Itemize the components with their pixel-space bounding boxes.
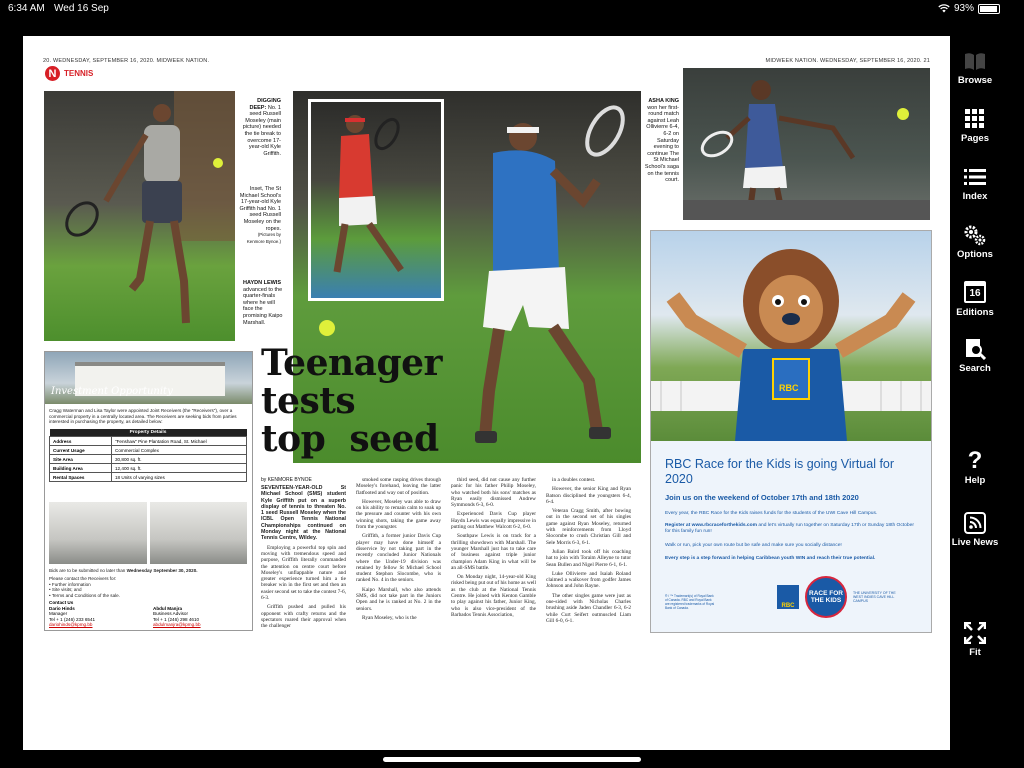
article-paragraph: Employing a powerful top spin and moving with tremendous speed and purpose, Griffith literally commanded the attention on centre court before Moseley's unflappable nature and greater experience turned him a tie breaker win in the first set and then an easier second set to take the contest 7-6, 6-3. xyxy=(261,544,347,602)
options-label: Options xyxy=(957,249,993,260)
uwi-logo: THE UNIVERSITY OF THE WEST INDIES CAVE HILL CAMPUS xyxy=(853,590,896,604)
pages-label: Pages xyxy=(961,133,989,144)
rbc-register-link[interactable]: Register at www.rbcraceforthekids.com xyxy=(665,523,757,528)
rbc-ad-paragraph-2-text: and let's virtually run together on Saturday 17th or Sunday 18th October for this family fun run! xyxy=(665,523,914,534)
photo-haydn-lewis[interactable] xyxy=(44,91,235,341)
article-column-2 xyxy=(356,477,441,624)
property-details-table xyxy=(49,429,247,482)
contact-tel: Tel + 1 (246) 298 4610 xyxy=(153,616,200,622)
rss-icon xyxy=(964,512,986,534)
property-deadline xyxy=(49,568,198,574)
property-field-label: Site Area xyxy=(50,455,112,464)
editions-button[interactable] xyxy=(950,280,1000,318)
contacts xyxy=(49,600,247,628)
help-button[interactable] xyxy=(950,447,1000,486)
contact-role: Manager xyxy=(49,611,68,617)
fit-label: Fit xyxy=(969,647,981,658)
gears-icon xyxy=(963,224,987,246)
contact-item: • Site visits; and xyxy=(49,587,82,593)
property-field-value: 12,400 sq. ft. xyxy=(112,464,247,473)
newspaper-spread[interactable] xyxy=(23,36,950,750)
headline[interactable] xyxy=(261,344,476,458)
contact-email-link[interactable]: abdulmanjra@kpmg.bb xyxy=(153,622,201,628)
contact-card xyxy=(49,600,143,628)
rbc-ad-paragraph-4: Every step is a step forward in helping Caribbean youth WIN and reach their true potential. xyxy=(665,556,876,561)
sponsor-logos xyxy=(777,576,903,618)
headline-line-1: Teenager xyxy=(261,342,443,384)
browse-button[interactable] xyxy=(950,50,1000,86)
contact-role: Business Advisor xyxy=(153,611,188,617)
grid-icon xyxy=(965,109,985,129)
property-table-row xyxy=(50,473,247,482)
list-icon xyxy=(964,168,986,186)
rbc-ad-heading: RBC Race for the Kids is going Virtual for 2020 xyxy=(665,457,895,486)
browse-label: Browse xyxy=(957,75,993,86)
folio-right: MIDWEEK NATION. WEDNESDAY, SEPTEMBER 16, 2020. 21 xyxy=(765,58,930,64)
help-label: Help xyxy=(964,475,986,486)
section-label: TENNIS xyxy=(64,69,94,78)
calendar-icon xyxy=(964,281,986,303)
property-table-row xyxy=(50,464,247,473)
rbc-mascot-photo xyxy=(651,231,931,441)
property-ad-intro: Cragg Waterman and Lisa Taylor were appointed Joint Receivers (the "Receivers"), over a commercial property in a centrally located area. The Receivers are seeking bids from parties interested in purchasing the property, as detailed below: xyxy=(49,408,237,425)
article-paragraph: Veteran Cragg Smith, after bowing out in the second set of his singles game against Ryan Moseley, returned with reinforcements from Lloyd Slocombe to crush Christian Gill and Sele Morris 6-3, 6-1. xyxy=(546,508,631,546)
caption-haydn-title: HAYDN LEWIS xyxy=(243,280,281,286)
folio-left: 20. WEDNESDAY, SEPTEMBER 16, 2020. MIDWEEK NATION. xyxy=(43,58,210,64)
contact-us-label: Contact Us xyxy=(49,600,74,605)
contact-item: • Terms and Conditions of the sale. xyxy=(49,592,120,598)
deadline-text: Bids are to be submitted no later than xyxy=(49,568,126,573)
fit-button[interactable] xyxy=(950,622,1000,658)
property-field-label: Rental Spaces xyxy=(50,473,112,482)
article-paragraph: Griffith pushed and pulled his opponent with crafty returns and the spectators roared their approval when the challenger xyxy=(261,604,346,630)
photo-kyle-griffith-inset[interactable] xyxy=(308,99,444,301)
article-column-1 xyxy=(261,485,346,633)
caption-moseley-body: No. 1 seed Russell Moseley (main picture) needed the tie break to overcome 17-year-old Kyle Griffith. xyxy=(242,104,281,157)
rbc-ad-paragraph-2 xyxy=(665,523,920,535)
section-header xyxy=(45,66,93,81)
battery-level xyxy=(980,6,997,12)
caption-inset xyxy=(239,186,281,245)
rbc-ad-paragraph-1: Every year, the RBC Race for the Kids raises funds for the students of the UWI Cave Hill Campus. xyxy=(665,511,878,516)
headline-line-2: tests xyxy=(261,380,356,422)
index-button[interactable] xyxy=(950,166,1000,202)
article-column-3 xyxy=(451,477,536,621)
property-ad[interactable] xyxy=(44,351,253,631)
rbc-ad[interactable] xyxy=(650,230,932,633)
interior-photo-2 xyxy=(150,502,248,564)
reader-toolbar xyxy=(950,36,1024,768)
interior-photo-1 xyxy=(49,502,147,564)
rbc-ad-paragraph-3: Walk or run, pick your own route but be safe and make sure you socially distance! xyxy=(665,543,842,548)
editions-date-badge: 16 xyxy=(969,288,981,299)
article-paragraph: However, Moseley was able to draw on his ability to remain calm to soak up the pressure and counter with his own winning shots, taking the game away from the youngster. xyxy=(356,498,441,531)
home-indicator[interactable] xyxy=(383,757,641,762)
property-photo xyxy=(45,352,252,404)
property-field-value: 30,800 sq. ft. xyxy=(112,455,247,464)
battery-icon xyxy=(978,4,1000,14)
property-table-title: Property Details xyxy=(50,429,247,437)
caption-moseley xyxy=(239,98,281,157)
article-paragraph: third seed, did not cause any further panic for his father Philip Moseley, who watched both his sons' matches as Ryan easily dismissed Andrew Symmonds 6-3, 6-0. xyxy=(451,477,536,509)
property-field-value: "Fenshaw" Pine Plantation Road, St. Michael xyxy=(112,437,247,446)
search-button[interactable] xyxy=(950,338,1000,374)
article-paragraph: SEVENTEEN-YEAR-OLD St Michael School (SMS) student Kyle Griffith put on a superb display of tennis to threaten No. 1 seed Russell Moseley when the ICBL Open Tennis National Championships continued on Monday night at the National Tennis Centre, Wildey. xyxy=(261,485,346,542)
contact-info xyxy=(49,576,120,598)
property-table-row xyxy=(50,437,247,446)
property-table-row xyxy=(50,446,247,455)
article-paragraph: The other singles game were just as one-sided with Nicholas Charles brushing aside Jaden Chandler 6-3, 6-2 while Curt Seifert outmuscled Liam Gill 6-0, 6-1. xyxy=(546,592,631,624)
article-paragraph: On Monday night, 14-year-old King risked being put out of his home as well as the club at the National Tennis Centre. He joined with Kenton Gamble to play against his father, Junior King, who is also vice-president of the Barbados Tennis Association, xyxy=(451,574,536,618)
status-bar xyxy=(0,0,1024,18)
article-paragraph: Experienced Davis Cup player Haydn Lewis was equally impressive in putting out Matthew Walcott 6-2, 6-0. xyxy=(451,511,536,531)
property-field-value: Commercial Complex xyxy=(112,446,247,455)
contact-email-link[interactable]: dariohinds@kpmg.bb xyxy=(49,622,93,628)
caption-haydn-body: advanced to the quarter-finals where he will face the promising Kaipo Marshall. xyxy=(243,286,283,326)
headline-line-3: top seed xyxy=(261,418,439,460)
asha-player-illustration xyxy=(683,68,930,220)
photo-asha-king[interactable] xyxy=(683,68,930,220)
contact-name: Dario Hinds xyxy=(49,605,75,611)
wifi-icon xyxy=(938,4,950,13)
property-field-value: 18 Units of varying sizes xyxy=(112,473,247,482)
byline: by KENMORE BYNOE xyxy=(261,477,312,483)
property-field-label: Current Usage xyxy=(50,446,112,455)
status-date: Wed 16 Sep xyxy=(54,3,109,14)
property-interior-photos xyxy=(49,502,247,564)
article-paragraph: smoked some rasping drives through Moseley's forehand, leaving the latter flatfooted and way out of position. xyxy=(356,477,441,496)
rbc-ad-subheading: Join us on the weekend of October 17th and 18th 2020 xyxy=(665,493,859,502)
caption-asha xyxy=(643,98,679,184)
article-paragraph: Julian Baird took off his coaching hat to join with Toraim Alleyne to tutor Sean Bullen and Nigel Pierre 6-1, 6-1. xyxy=(546,548,631,568)
book-icon xyxy=(963,51,987,71)
caption-inset-body: Inset, The St Michael School's 17-year-old Kyle Griffith had No. 1 seed Russell Moseley on the ropes. xyxy=(239,186,281,232)
race-for-the-kids-logo: RACE FOR THE KIDS xyxy=(805,576,847,618)
property-field-label: Building Area xyxy=(50,464,112,473)
article-paragraph: Luke Ollivierre and Isaiah Roland claimed a walkover from godfer James Johnson and John Rayne. xyxy=(546,570,631,590)
caption-asha-body: won her first-round match against Leah Ollivierre 6-4, 6-2 on Saturday evening to continue The St Michael School's saga on the tennis court. xyxy=(644,104,679,184)
contact-item: • Further information xyxy=(49,581,91,587)
rbc-logo: RBC xyxy=(777,585,799,609)
caption-moseley-title: DIGGING DEEP: xyxy=(249,98,281,111)
inset-player-illustration xyxy=(311,102,441,298)
contact-name: Abdul Manjra xyxy=(153,605,183,611)
contact-tel: Tel + 1 (246) 233 6541 xyxy=(49,616,96,622)
deadline-date: Wednesday September 30, 2020. xyxy=(126,568,198,573)
help-icon: ? xyxy=(967,447,983,474)
expand-icon xyxy=(964,622,986,644)
status-time: 6:34 AM xyxy=(8,3,45,14)
article-column-4 xyxy=(546,477,631,627)
pages-button[interactable] xyxy=(950,108,1000,144)
shirt-logo: RBC xyxy=(779,383,799,393)
contact-intro: Please contact the Receivers for: xyxy=(49,576,117,581)
section-logo-icon: N xyxy=(45,66,60,81)
contact-card xyxy=(153,600,247,628)
rbc-legal: ® / ™ Trademark(s) of Royal Bank of Canada. RBC and Royal Bank are registered trademarks of Royal Bank of Canada. xyxy=(665,594,715,610)
property-ad-heading: Investment Opportunity xyxy=(51,386,173,397)
index-label: Index xyxy=(962,191,988,202)
search-label: Search xyxy=(959,363,991,374)
editions-label: Editions xyxy=(956,307,994,318)
live-news-button[interactable] xyxy=(950,512,1000,548)
lion-mascot-illustration xyxy=(651,231,931,441)
article-paragraph: Kaipo Marshall, who also attends SMS, did not take part in the Juniors Open and he is ranked at No. 2 in the seniors. xyxy=(356,586,441,612)
article-paragraph: Ryan Moseley, who is the xyxy=(362,614,417,621)
options-button[interactable] xyxy=(950,224,1000,260)
property-field-label: Address xyxy=(50,437,112,446)
property-table-row xyxy=(50,455,247,464)
article-paragraph: However, the senior King and Ryan Batson disciplined the youngsters 6-4, 6-4. xyxy=(546,486,631,505)
article-paragraph: in a doubles contest. xyxy=(552,477,596,483)
battery-percent: 93% xyxy=(953,3,974,14)
live-news-label: Live News xyxy=(951,537,999,548)
caption-asha-title: ASHA KING xyxy=(648,98,679,104)
search-icon xyxy=(964,338,986,360)
article-paragraph: Southpaw Lewis is on track for a thrilling showdown with Marshall. The younger Marshall just has to take care of business against triple junior champion Adam King in what will be an all-SMS battle. xyxy=(451,533,536,571)
article-paragraph: Griffith, a former junior Davis Cup player may have done himself a disservice by not taking part in the recently concluded Junior Nationals where the Under-19 division was retained by fellow St Michael School student Stephon Slocombe, who is ranked No. 4 in the seniors. xyxy=(356,533,441,584)
tennis-player-illustration xyxy=(44,91,235,341)
photo-credit: (Pictures by Kenmore Bynoe.) xyxy=(246,232,281,244)
caption-haydn xyxy=(243,280,283,326)
